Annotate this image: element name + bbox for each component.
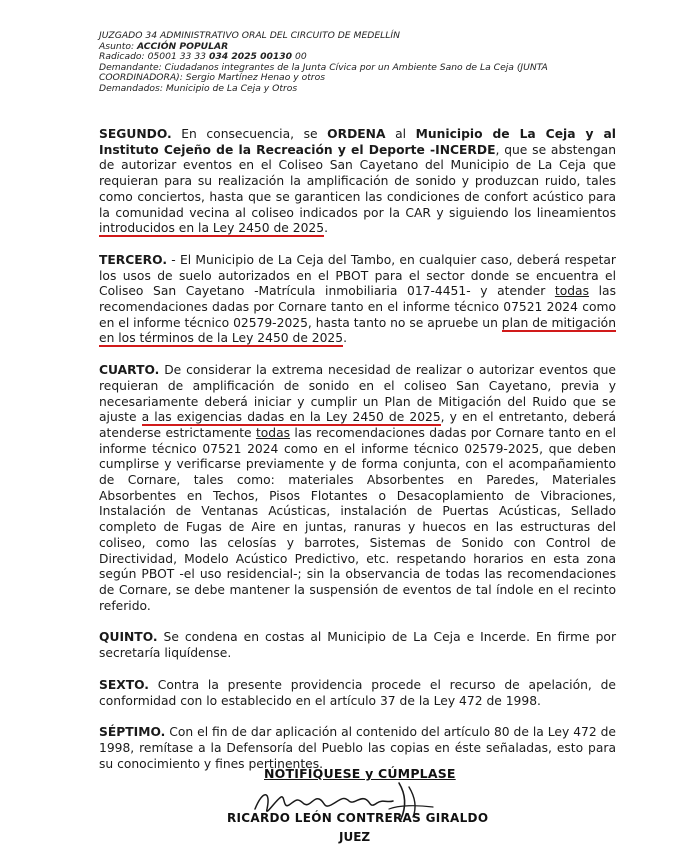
tercero-todas-underline: todas bbox=[554, 284, 589, 299]
paragraph-segundo bbox=[99, 127, 616, 237]
segundo-text-1: En consecuencia, se bbox=[171, 127, 328, 141]
cuarto-text-2: , y en el entretanto, deberá atenderse estrictamente bbox=[99, 410, 616, 440]
cuarto-label: CUARTO. bbox=[99, 363, 160, 378]
cuarto-text-3: las recomendaciones dadas por Cornare tanto en el informe técnico 07521 2024 como en el informe técnico 02579-2025, que deben cumplirse y verificarse previamente y de forma conjunta, con el acompañamiento de Cornare, tales como: materiales Absorbentes en Paredes, Materiales Absorbentes en Techos, Pisos Flotantes o Desacoplamiento de Vibraciones, Instalación de Ventanas Acústicas, instalación de Puertas Acústicas, Sellado completo de Fugas de Aire en juntas, ranuras y huecos en las estructuras del coliseo, como las celosías y barrotes, Sistemas de Sonido con Control de Directividad, Modelo Acústico Predictivo, etc. respetando horarios en esta zona según PBOT -el uso residencial-; sin la observancia de todas las recomendaciones de Cornare, se debe mantener la suspensión de eventos de tal índole en el recinto referido. bbox=[99, 425, 616, 613]
segundo-text-3: , que se abstengan de autorizar eventos en el Coliseo San Cayetano del Municipio de La Ceja que requieran para su realización la amplificación de sonido y produzcan ruido, tales como conciertos, hasta que se garanticen las condiciones de confort acústico para la comunidad vecina al coliseo indicados por la CAR y siguiendo los lineamientos bbox=[99, 142, 616, 220]
septimo-text: Con el fin de dar aplicación al contenido del artículo 80 de la Ley 472 de 1998, remítase a la Defensoría del Pueblo las copias en éste señaladas, esto para su conocimiento y fines pertinentes. bbox=[99, 725, 616, 771]
demandados-line: Demandados: Municipio de La Ceja y Otros bbox=[99, 82, 298, 94]
tercero-label: TERCERO. bbox=[99, 252, 168, 267]
tercero-text-2: las recomendaciones dadas por Cornare tanto en el informe técnico 07521 2024 como en el informe técnico 02579-2025, hasta tanto no se apruebe un bbox=[99, 284, 616, 330]
radicado-bold: 034 2025 00130 bbox=[208, 51, 293, 63]
sexto-text: Contra la presente providencia procede el recurso de apelación, de conformidad con lo establecido en el artículo 37 de la Ley 472 de 1998. bbox=[99, 677, 616, 708]
judge-role: JUEZ bbox=[339, 830, 371, 844]
segundo-label: SEGUNDO. bbox=[99, 127, 172, 141]
demandante-line-1: Demandante: Ciudadanos integrantes de la Junta Cívica por un Ambiente Sano de La Ceja (JUNTA bbox=[99, 61, 548, 73]
paragraph-quinto bbox=[99, 630, 616, 661]
sexto-label: SEXTO. bbox=[99, 677, 149, 692]
radicado-label: Radicado: bbox=[99, 51, 145, 63]
case-header bbox=[99, 31, 619, 95]
radicado-plain: 05001 33 33 bbox=[147, 51, 207, 63]
demandante-line-2: COORDINADORA): Sergio Martínez Henao y otros bbox=[99, 72, 325, 84]
paragraph-tercero bbox=[99, 253, 616, 347]
judge-name: RICARDO LEÓN CONTRERAS GIRALDO bbox=[227, 811, 489, 825]
resolution-body bbox=[99, 127, 616, 788]
septimo-label: SÉPTIMO. bbox=[99, 725, 166, 740]
tercero-text-1: - El Municipio de La Ceja del Tambo, en cualquier caso, deberá respetar los usos de suelo autorizados en el PBOT para el sector donde se encuentra el Coliseo San Cayetano -Matrícula inmobiliaria 017-4451- y atender bbox=[99, 252, 616, 299]
cuarto-text-1: De considerar la extrema necesidad de realizar o autorizar eventos que requieran de amplificación de sonido en el coliseo San Cayetano, previa y necesariamente deberá iniciar y cumplir un Plan de Mitigación del Ruido que se ajuste bbox=[99, 363, 616, 425]
tercero-text-3: . bbox=[343, 331, 348, 346]
signature-block bbox=[99, 764, 616, 849]
asunto-label: Asunto: bbox=[99, 40, 135, 52]
cuarto-todas-underline: todas bbox=[255, 425, 291, 440]
radicado-tail: 00 bbox=[294, 51, 307, 63]
notify-heading: NOTIFÍQUESE y CÚMPLASE bbox=[264, 766, 456, 781]
cuarto-red-underline: a las exigencias dadas en la Ley 2450 de 2025 bbox=[141, 410, 441, 425]
segundo-entities: Municipio de La Ceja y al Instituto Cejeño de la Recreación y el Deporte -INCERDE bbox=[99, 127, 616, 157]
court-name: JUZGADO 34 ADMINISTRATIVO ORAL DEL CIRCUITO DE MEDELLÍN bbox=[99, 30, 400, 41]
quinto-text: Se condena en costas al Municipio de La Ceja e Incerde. En firme por secretaría liquídense. bbox=[99, 630, 616, 661]
asunto-value: ACCIÓN POPULAR bbox=[136, 40, 229, 52]
segundo-red-underline: introducidos en la Ley 2450 de 2025 bbox=[99, 221, 325, 236]
segundo-text-4: . bbox=[324, 221, 328, 236]
tercero-red-underline: plan de mitigación en los términos de la Ley 2450 de 2025 bbox=[99, 315, 616, 346]
segundo-ordena: ORDENA bbox=[327, 127, 386, 141]
quinto-label: QUINTO. bbox=[99, 630, 158, 645]
segundo-text-2: al bbox=[385, 127, 416, 141]
paragraph-cuarto bbox=[99, 363, 616, 614]
paragraph-sexto bbox=[99, 678, 616, 709]
